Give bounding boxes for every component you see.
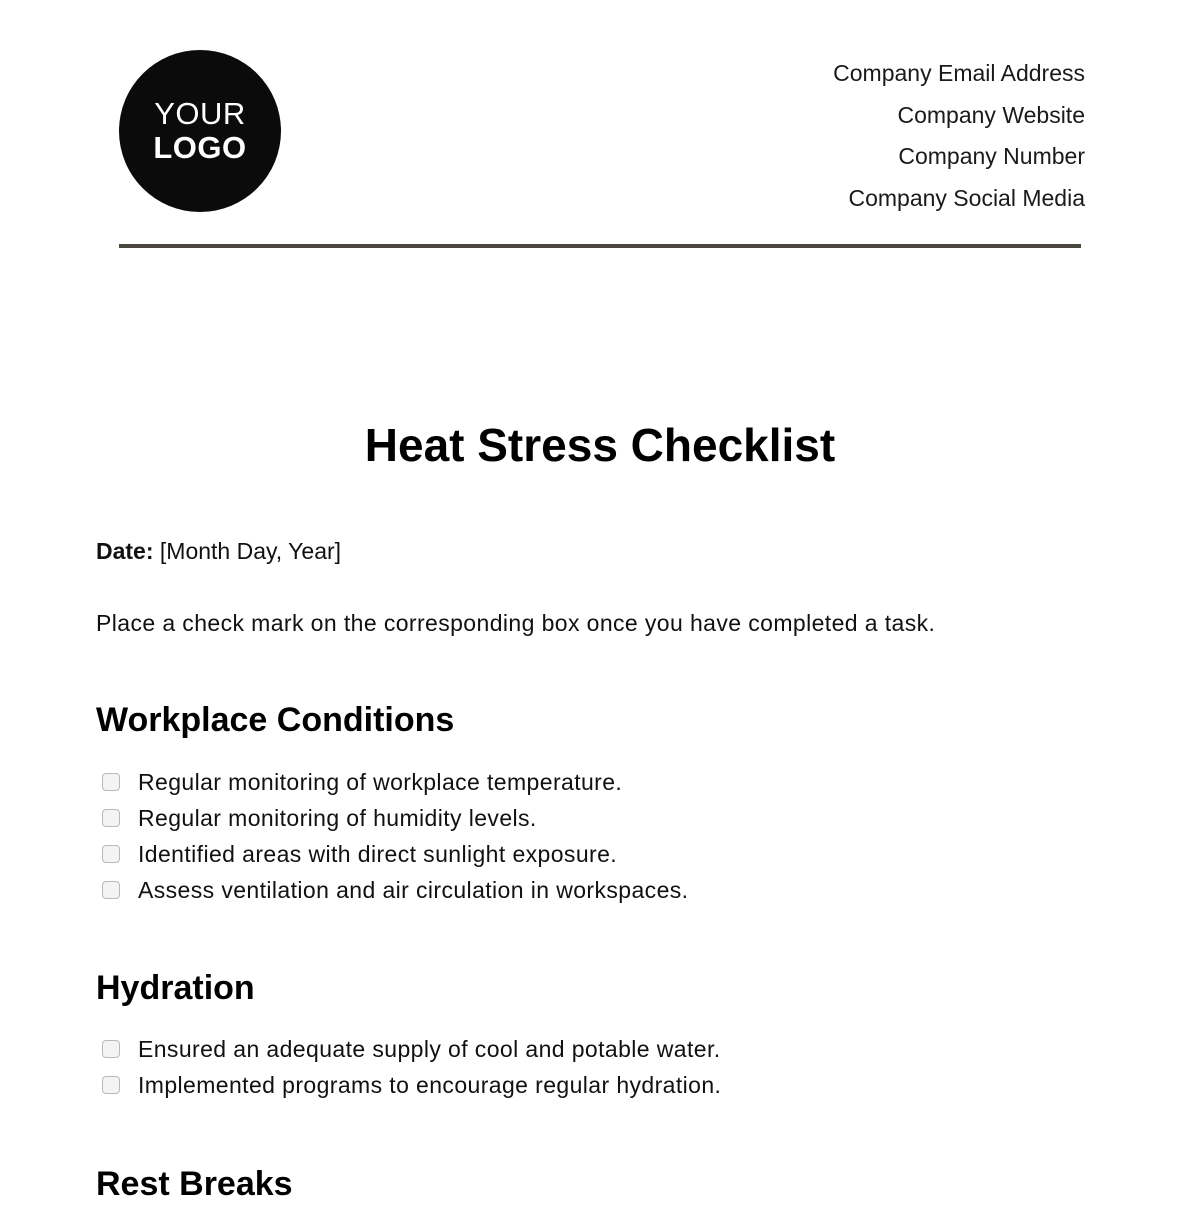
document-title: Heat Stress Checklist — [364, 419, 836, 471]
checklist-item — [96, 1067, 1096, 1103]
checklist-item — [96, 1031, 1096, 1067]
company-number: Company Number — [898, 143, 1085, 169]
checklist-item-label: Implemented programs to encourage regular hydration. — [138, 1071, 722, 1098]
checklist-item — [96, 800, 1096, 836]
checklist-item — [96, 764, 1096, 800]
checklist — [96, 1031, 1096, 1103]
date-value: [Month Day, Year] — [159, 538, 342, 564]
instructions-text: Place a check mark on the corresponding box once you have completed a task. — [96, 610, 936, 636]
checklist-item — [96, 872, 1096, 908]
company-social-media: Company Social Media — [848, 184, 1085, 211]
checklist-item-label: Regular monitoring of humidity levels. — [138, 804, 537, 831]
date-line — [96, 536, 341, 566]
company-contact-info — [833, 53, 1085, 219]
section-rest-breaks — [96, 1163, 1096, 1205]
checklist-item-label: Regular monitoring of workplace temperature. — [138, 768, 623, 795]
section-hydration — [96, 967, 1096, 1103]
section-workplace-conditions — [96, 699, 1096, 908]
company-logo — [119, 50, 281, 212]
company-email: Company Email Address — [833, 60, 1085, 86]
checkbox[interactable] — [102, 773, 120, 791]
checklist-item-label: Identified areas with direct sunlight exposure. — [138, 840, 618, 867]
header-divider — [119, 244, 1081, 248]
logo-text-line1: YOUR — [154, 96, 246, 131]
section-heading: Workplace Conditions — [96, 701, 455, 739]
checkbox[interactable] — [102, 881, 120, 899]
checkbox[interactable] — [102, 1076, 120, 1094]
section-heading: Hydration — [96, 969, 255, 1007]
checkbox[interactable] — [102, 809, 120, 827]
section-heading: Rest Breaks — [96, 1165, 293, 1203]
logo-text-line2: LOGO — [153, 130, 247, 165]
checkbox[interactable] — [102, 845, 120, 863]
checkbox[interactable] — [102, 1040, 120, 1058]
checklist-item-label: Ensured an adequate supply of cool and potable water. — [138, 1035, 721, 1062]
checklist-item-label: Assess ventilation and air circulation in workspaces. — [138, 876, 689, 903]
date-label: Date: — [96, 538, 154, 564]
checklist-item — [96, 836, 1096, 872]
checklist — [96, 764, 1096, 908]
company-website: Company Website — [897, 101, 1085, 128]
